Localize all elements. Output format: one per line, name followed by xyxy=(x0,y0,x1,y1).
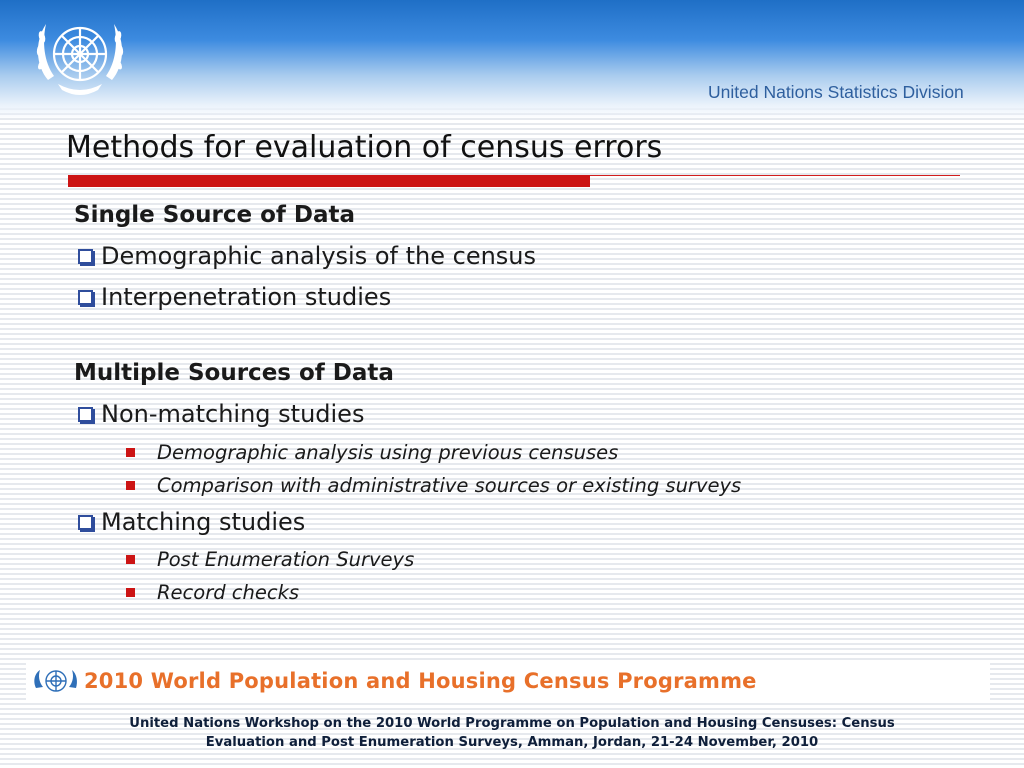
square-bullet-icon xyxy=(126,448,135,457)
un-emblem-icon xyxy=(32,666,78,696)
checkbox-bullet-icon xyxy=(78,407,93,422)
checkbox-bullet-icon xyxy=(78,249,93,264)
square-bullet-icon xyxy=(126,481,135,490)
census-programme-banner xyxy=(26,662,990,700)
list-item-label: Demographic analysis of the census xyxy=(101,242,537,270)
organization-name: United Nations Statistics Division xyxy=(708,82,964,102)
sub-list-item xyxy=(126,441,618,464)
sub-list-item xyxy=(126,548,414,571)
sub-list-item-label: Comparison with administrative sources or existing surveys xyxy=(157,474,742,497)
square-bullet-icon xyxy=(126,555,135,564)
slide-title: Methods for evaluation of census errors xyxy=(66,130,663,165)
sub-list-item xyxy=(126,581,299,604)
sub-list-item-label: Post Enumeration Surveys xyxy=(157,548,415,571)
checkbox-bullet-icon xyxy=(78,290,93,305)
checkbox-bullet-icon xyxy=(78,515,93,530)
list-item xyxy=(74,283,391,311)
list-item xyxy=(74,508,305,536)
slide-header xyxy=(0,0,1024,120)
list-item-label: Non-matching studies xyxy=(101,400,365,428)
list-item xyxy=(74,400,364,428)
section-heading-single-source: Single Source of Data xyxy=(74,202,356,228)
title-rule-accent xyxy=(68,175,590,187)
sub-list-item xyxy=(126,474,741,497)
sub-list-item-label: Demographic analysis using previous censuses xyxy=(157,441,619,464)
list-item xyxy=(74,242,536,270)
square-bullet-icon xyxy=(126,588,135,597)
list-item-label: Interpenetration studies xyxy=(101,283,392,311)
un-emblem-icon xyxy=(28,10,132,102)
footer-text xyxy=(40,714,984,752)
section-heading-multiple-sources: Multiple Sources of Data xyxy=(74,360,394,386)
banner-text: 2010 World Population and Housing Census Programme xyxy=(84,669,757,693)
list-item-label: Matching studies xyxy=(101,508,306,536)
footer-line-1: United Nations Workshop on the 2010 World Programme on Population and Housing Censuses: Census xyxy=(129,716,895,731)
sub-list-item-label: Record checks xyxy=(157,581,300,604)
footer-line-2: Evaluation and Post Enumeration Surveys, Amman, Jordan, 21-24 November, 2010 xyxy=(205,735,819,750)
